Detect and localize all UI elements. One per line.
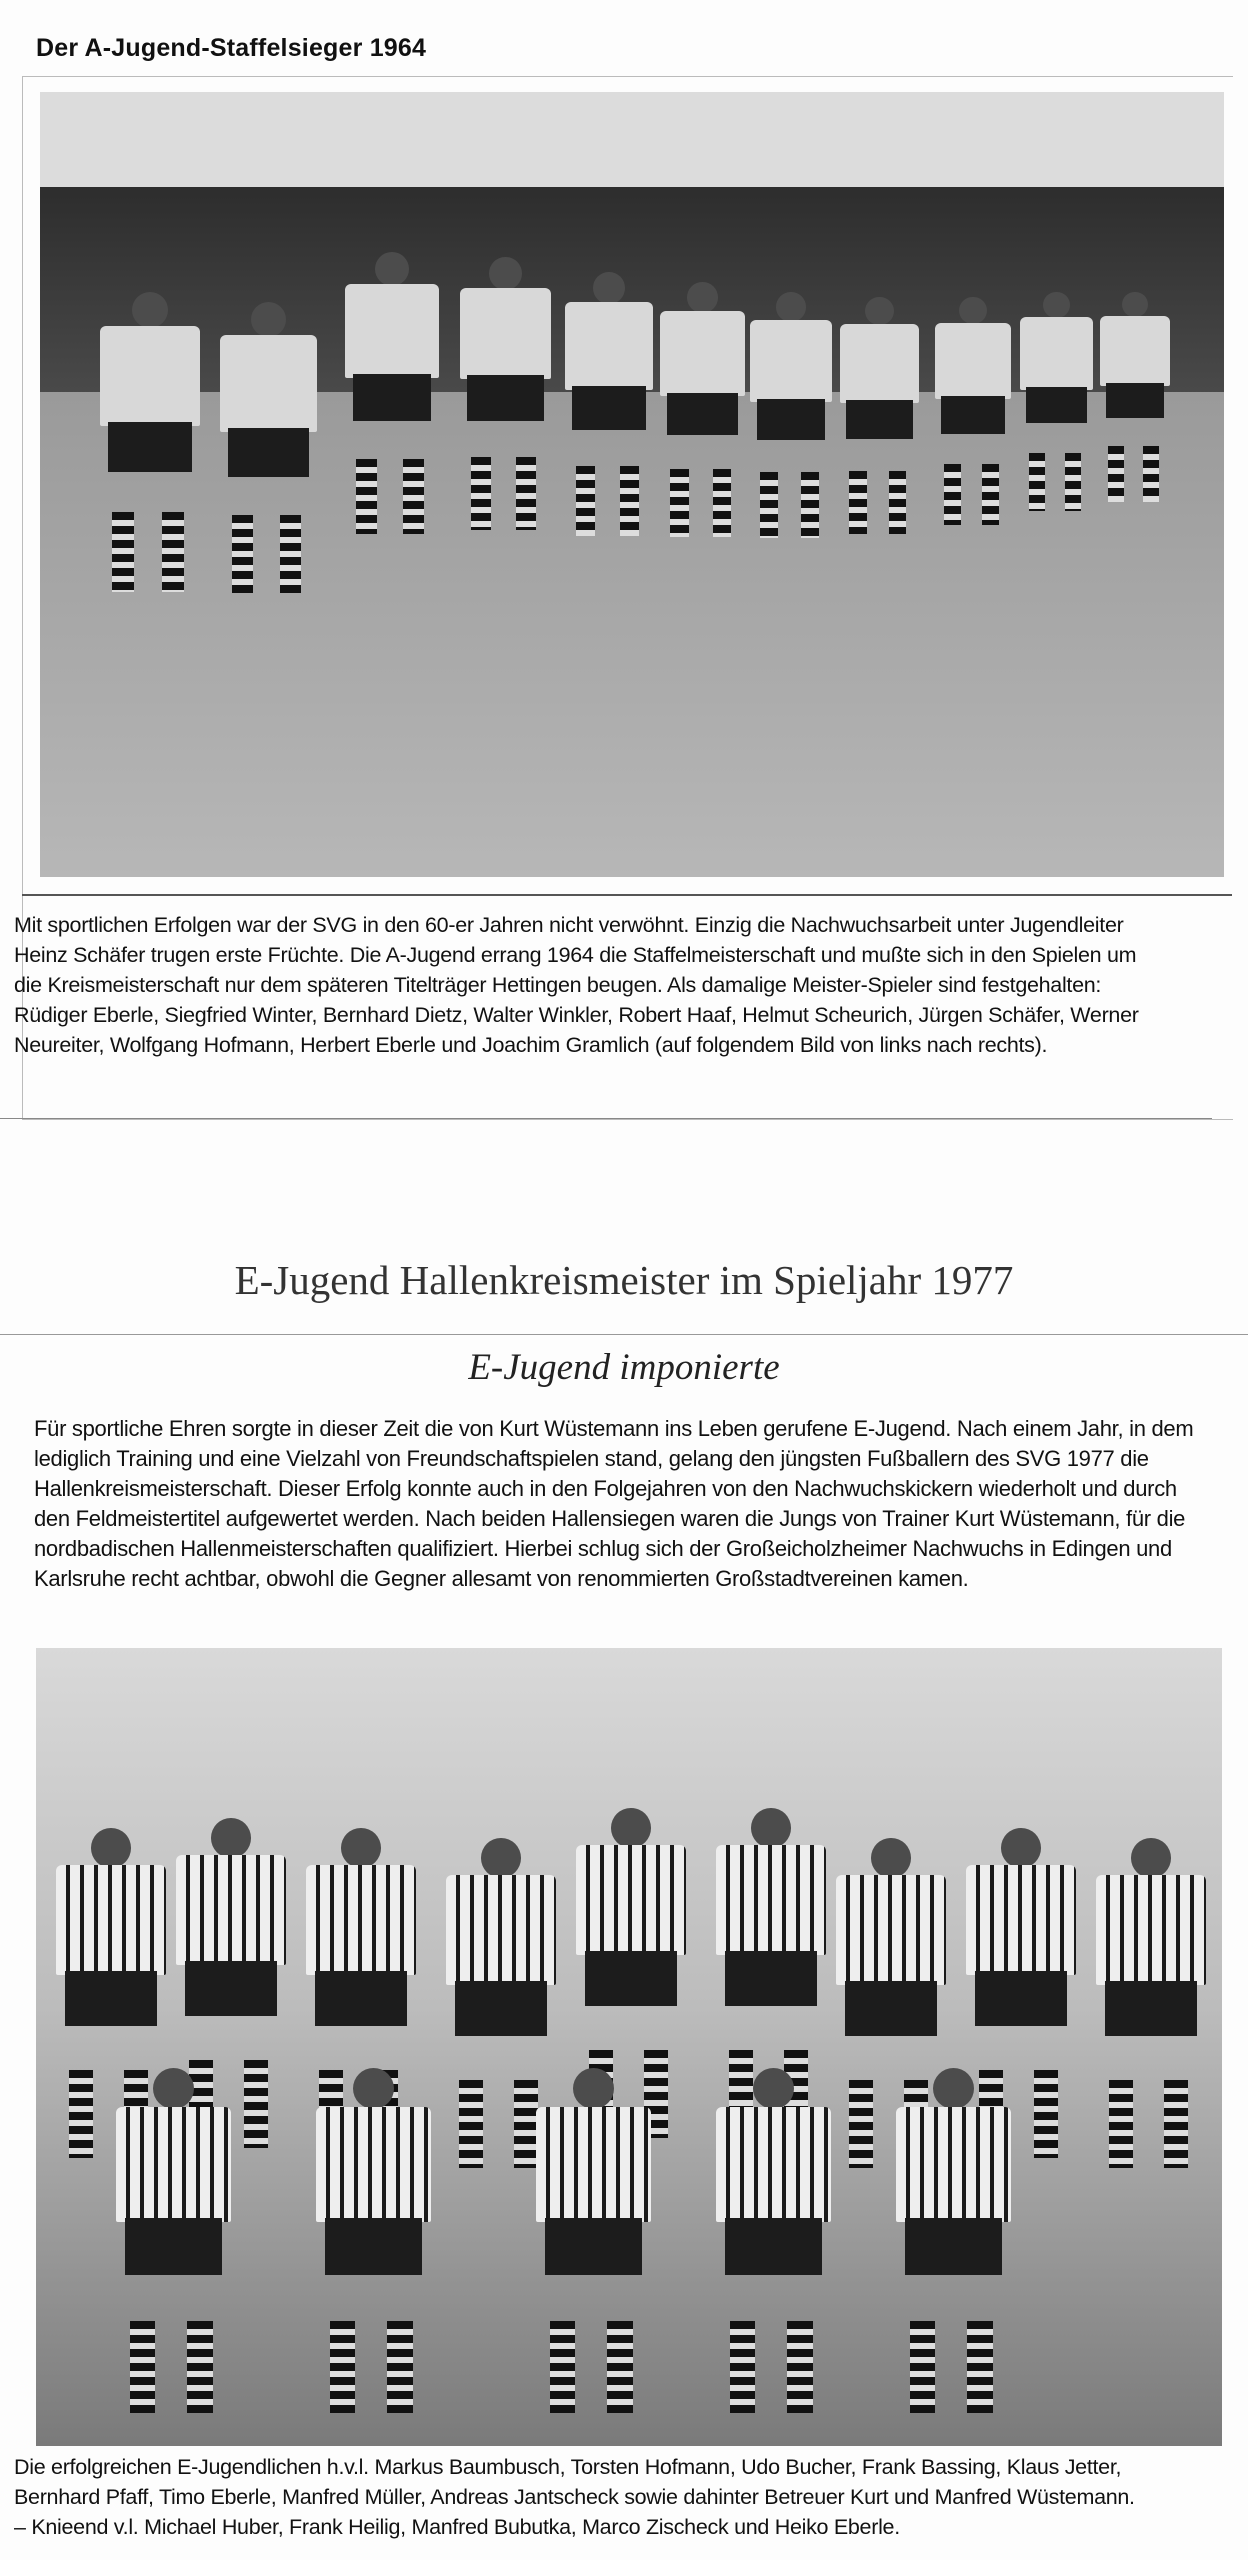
player-socks <box>576 466 595 536</box>
caption-line: Mit sportlichen Erfolgen war der SVG in den 60-er Jahren nicht verwöhnt. Einzig die Nachwuchsarbeit unter Jugendleiter <box>14 913 1124 937</box>
player-shirt <box>966 1865 1076 1975</box>
player-shorts <box>975 1971 1067 2026</box>
player-shorts <box>353 374 432 421</box>
player-shorts <box>845 1981 937 2036</box>
team-photo-1977 <box>36 1648 1222 2446</box>
player-shirt <box>935 323 1011 399</box>
player-shorts <box>228 428 309 477</box>
player-head <box>611 1808 651 1848</box>
player-socks <box>967 2321 992 2413</box>
player-shirt <box>220 335 317 432</box>
player-head <box>959 297 986 324</box>
player-socks <box>356 459 377 534</box>
player-head <box>751 1808 791 1848</box>
section-subheading: E-Jugend imponierte <box>468 1347 780 1388</box>
player-shorts <box>725 1951 817 2006</box>
player-socks <box>620 466 639 536</box>
player-head <box>1001 1828 1041 1868</box>
player-socks <box>1143 446 1158 502</box>
player-socks <box>330 2321 355 2413</box>
player-socks <box>162 512 184 592</box>
player-head <box>1043 292 1069 318</box>
caption-1977 <box>14 2452 1244 2542</box>
paragraph-line: Für sportliche Ehren sorgte in dieser Zeit die von Kurt Wüstemann ins Leben gerufene E-Jugend. Nach einem Jahr, in dem <box>34 1416 1194 1441</box>
caption-1964 <box>14 910 1234 1060</box>
paragraph-line: den Feldmeistertitel aufgewertet werden. Nach beiden Hallensiegen waren die Jungs von Trainer Kurt Wüstemann, für die <box>34 1506 1186 1531</box>
caption-line: die Kreismeisterschaft nur dem späteren Titelträger Hettingen beugen. Als damalige Meister-Spieler sind festgehalten: <box>14 973 1102 997</box>
player-shorts <box>315 1971 407 2026</box>
player-socks <box>1029 453 1045 511</box>
player-socks <box>670 469 689 537</box>
player-shorts <box>757 399 826 440</box>
player-shorts <box>941 396 1005 434</box>
player-socks <box>550 2321 575 2413</box>
player-socks <box>849 2080 873 2168</box>
player-shirt <box>716 1845 826 1955</box>
player-shirt <box>316 2107 431 2222</box>
player-head <box>1122 292 1147 317</box>
divider <box>22 894 1232 896</box>
caption-line: Neureiter, Wolfgang Hofmann, Herbert Eberle und Joachim Gramlich (auf folgendem Bild von links nach rechts). <box>14 1033 1048 1057</box>
player-shirt <box>116 2107 231 2222</box>
paragraph-line: Karlsruhe recht achtbar, obwohl die Gegner allesamt von renommierten Großstadtvereinen kamen. <box>34 1566 969 1591</box>
player-shorts <box>667 393 738 436</box>
player-socks <box>69 2070 93 2158</box>
player-shirt <box>345 284 439 378</box>
player-shorts <box>325 2218 422 2276</box>
player-socks <box>787 2321 812 2413</box>
player-socks <box>1109 2080 1133 2168</box>
caption-line: Die erfolgreichen E-Jugendlichen h.v.l. Markus Baumbusch, Torsten Hofmann, Udo Bucher, Frank Bassing, Klaus Jetter, <box>14 2455 1122 2479</box>
player-shirt <box>100 326 200 426</box>
player-shirt <box>565 302 653 390</box>
player-shirt <box>446 1875 556 1985</box>
player-socks <box>459 2080 483 2168</box>
player-socks <box>403 459 424 534</box>
player-shirt <box>840 324 919 403</box>
player-socks <box>232 515 253 593</box>
player-shirt <box>896 2107 1011 2222</box>
player-socks <box>849 471 866 534</box>
player-shorts <box>1106 383 1165 418</box>
player-head <box>211 1818 251 1858</box>
player-socks <box>910 2321 935 2413</box>
player-shorts <box>455 1981 547 2036</box>
player-socks <box>514 2080 538 2168</box>
player-socks <box>982 464 999 525</box>
player-shorts <box>65 1971 157 2026</box>
player-shorts <box>1105 1981 1197 2036</box>
caption-line: – Knieend v.l. Michael Huber, Frank Heilig, Manfred Bubutka, Marco Zischeck und Heiko Eberle. <box>14 2515 900 2539</box>
player-shorts <box>572 386 646 430</box>
player-socks <box>713 469 732 537</box>
player-head <box>871 1838 911 1878</box>
player-shorts <box>108 422 192 472</box>
player-socks <box>760 472 778 538</box>
player-shorts <box>585 1951 677 2006</box>
paragraph-line: lediglich Training und eine Vielzahl von Freundschaftspielen stand, gelang den jüngsten Fußballern des SVG 1977 die <box>34 1446 1149 1471</box>
player-shorts <box>545 2218 642 2276</box>
player-socks <box>607 2321 632 2413</box>
article-paragraph <box>34 1414 1224 1594</box>
section-heading-1977: E-Jugend Hallenkreismeister im Spieljahr 1977 <box>234 1257 1014 1303</box>
player-socks <box>130 2321 155 2413</box>
player-socks <box>187 2321 212 2413</box>
divider <box>0 1334 1248 1335</box>
player-socks <box>516 457 536 530</box>
player-socks <box>801 472 819 538</box>
player-socks <box>471 457 491 530</box>
section-title-1964: Der A-Jugend-Staffelsieger 1964 <box>36 34 427 62</box>
paragraph-line: nordbadischen Hallenmeisterschaften qualifiziert. Hierbei schlug sich der Großeicholzheimer Nachwuchs in Edingen und <box>34 1536 1172 1561</box>
player-shorts <box>1026 387 1087 424</box>
player-head <box>489 257 522 290</box>
player-shirt <box>1100 316 1170 386</box>
player-head <box>375 252 409 286</box>
player-shirt <box>56 1865 166 1975</box>
player-head <box>341 1828 381 1868</box>
team-photo-1964 <box>40 92 1224 877</box>
player-shorts <box>467 375 543 421</box>
caption-line: Rüdiger Eberle, Siegfried Winter, Bernhard Dietz, Walter Winkler, Robert Haaf, Helmut Scheurich, Jürgen Schäfer, Werner <box>14 1003 1139 1027</box>
player-socks <box>1034 2070 1058 2158</box>
player-shorts <box>185 1961 277 2016</box>
player-shirt <box>536 2107 651 2222</box>
player-socks <box>112 512 134 592</box>
player-shirt <box>176 1855 286 1965</box>
player-socks <box>1065 453 1081 511</box>
player-socks <box>1108 446 1123 502</box>
player-head <box>481 1838 521 1878</box>
player-socks <box>944 464 961 525</box>
player-head <box>251 302 286 337</box>
player-shorts <box>725 2218 822 2276</box>
player-socks <box>280 515 301 593</box>
player-shorts <box>846 400 912 440</box>
player-head <box>132 292 168 328</box>
player-shirt <box>750 320 832 402</box>
player-shirt <box>836 1875 946 1985</box>
caption-line: Bernhard Pfaff, Timo Eberle, Manfred Müller, Andreas Jantscheck sowie dahinter Betreuer Kurt und Manfred Wüstemann. <box>14 2485 1135 2509</box>
player-shorts <box>905 2218 1002 2276</box>
player-head <box>1131 1838 1171 1878</box>
player-socks <box>387 2321 412 2413</box>
player-shirt <box>576 1845 686 1955</box>
player-shirt <box>716 2107 831 2222</box>
caption-line: Heinz Schäfer trugen erste Früchte. Die A-Jugend errang 1964 die Staffelmeisterschaft und mußte sich in den Spielen um <box>14 943 1137 967</box>
player-head <box>776 292 806 322</box>
player-shirt <box>460 288 551 379</box>
player-head <box>91 1828 131 1868</box>
player-head <box>593 272 625 304</box>
player-socks <box>889 471 906 534</box>
player-socks <box>730 2321 755 2413</box>
player-socks <box>1164 2080 1188 2168</box>
player-shirt <box>1020 317 1093 390</box>
player-head <box>687 282 718 313</box>
player-shirt <box>306 1865 416 1975</box>
player-shirt <box>660 311 745 396</box>
paragraph-line: Hallenkreismeisterschaft. Dieser Erfolg konnte auch in den Folgejahren von den Nachwuchskickern wiederholt und durch <box>34 1476 1177 1501</box>
player-socks <box>244 2060 268 2148</box>
player-shorts <box>125 2218 222 2276</box>
player-head <box>865 297 893 325</box>
player-shirt <box>1096 1875 1206 1985</box>
divider <box>0 1118 1212 1119</box>
